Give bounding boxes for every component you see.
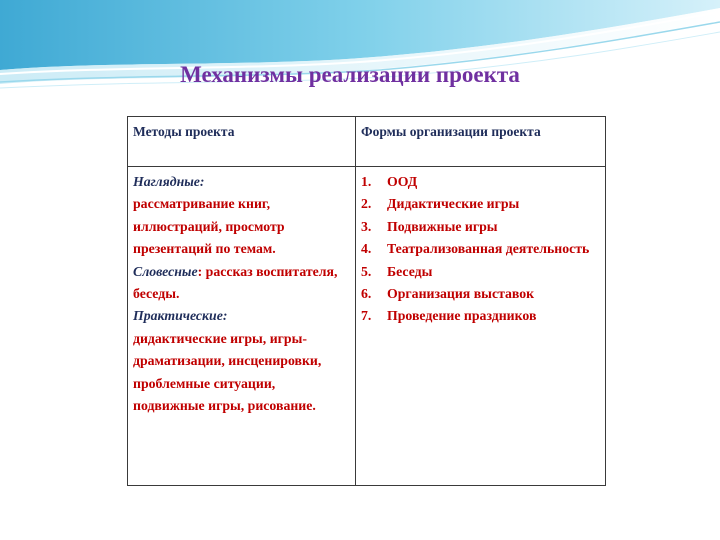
slide-title: Механизмы реализации проекта (180, 62, 520, 87)
method-category: Словесные (133, 263, 198, 279)
table-body-row (128, 167, 606, 486)
list-item: 3. Подвижные игры (361, 218, 498, 234)
list-item: 5. Беседы (361, 263, 433, 279)
method-text: рассматривание книг, иллюстраций, просмотр презентаций по темам. (133, 196, 285, 257)
method-text: дидактические игры, игры-драматизации, инсценировки, проблемные ситуации, подвижные игры, рисование. (133, 330, 322, 414)
method-text: : рассказ воспитателя, беседы. (133, 263, 338, 302)
header-forms: Формы организации проекта (356, 117, 606, 167)
list-item: 1. ООД (361, 174, 418, 189)
forms-cell (356, 167, 606, 486)
list-item: 6. Организация выставок (361, 286, 535, 302)
forms-list (361, 171, 600, 328)
list-item: 2. Дидактические игры (361, 196, 520, 212)
mechanisms-table (127, 116, 606, 486)
method-category: Наглядные: (133, 174, 205, 189)
list-item: 7. Проведение праздников (361, 308, 537, 324)
table-header-row (128, 117, 606, 167)
header-methods: Методы проекта (128, 117, 356, 167)
method-category: Практические: (133, 308, 228, 324)
list-item: 4. Театрализованная деятельность (361, 241, 590, 257)
methods-cell (128, 167, 356, 486)
